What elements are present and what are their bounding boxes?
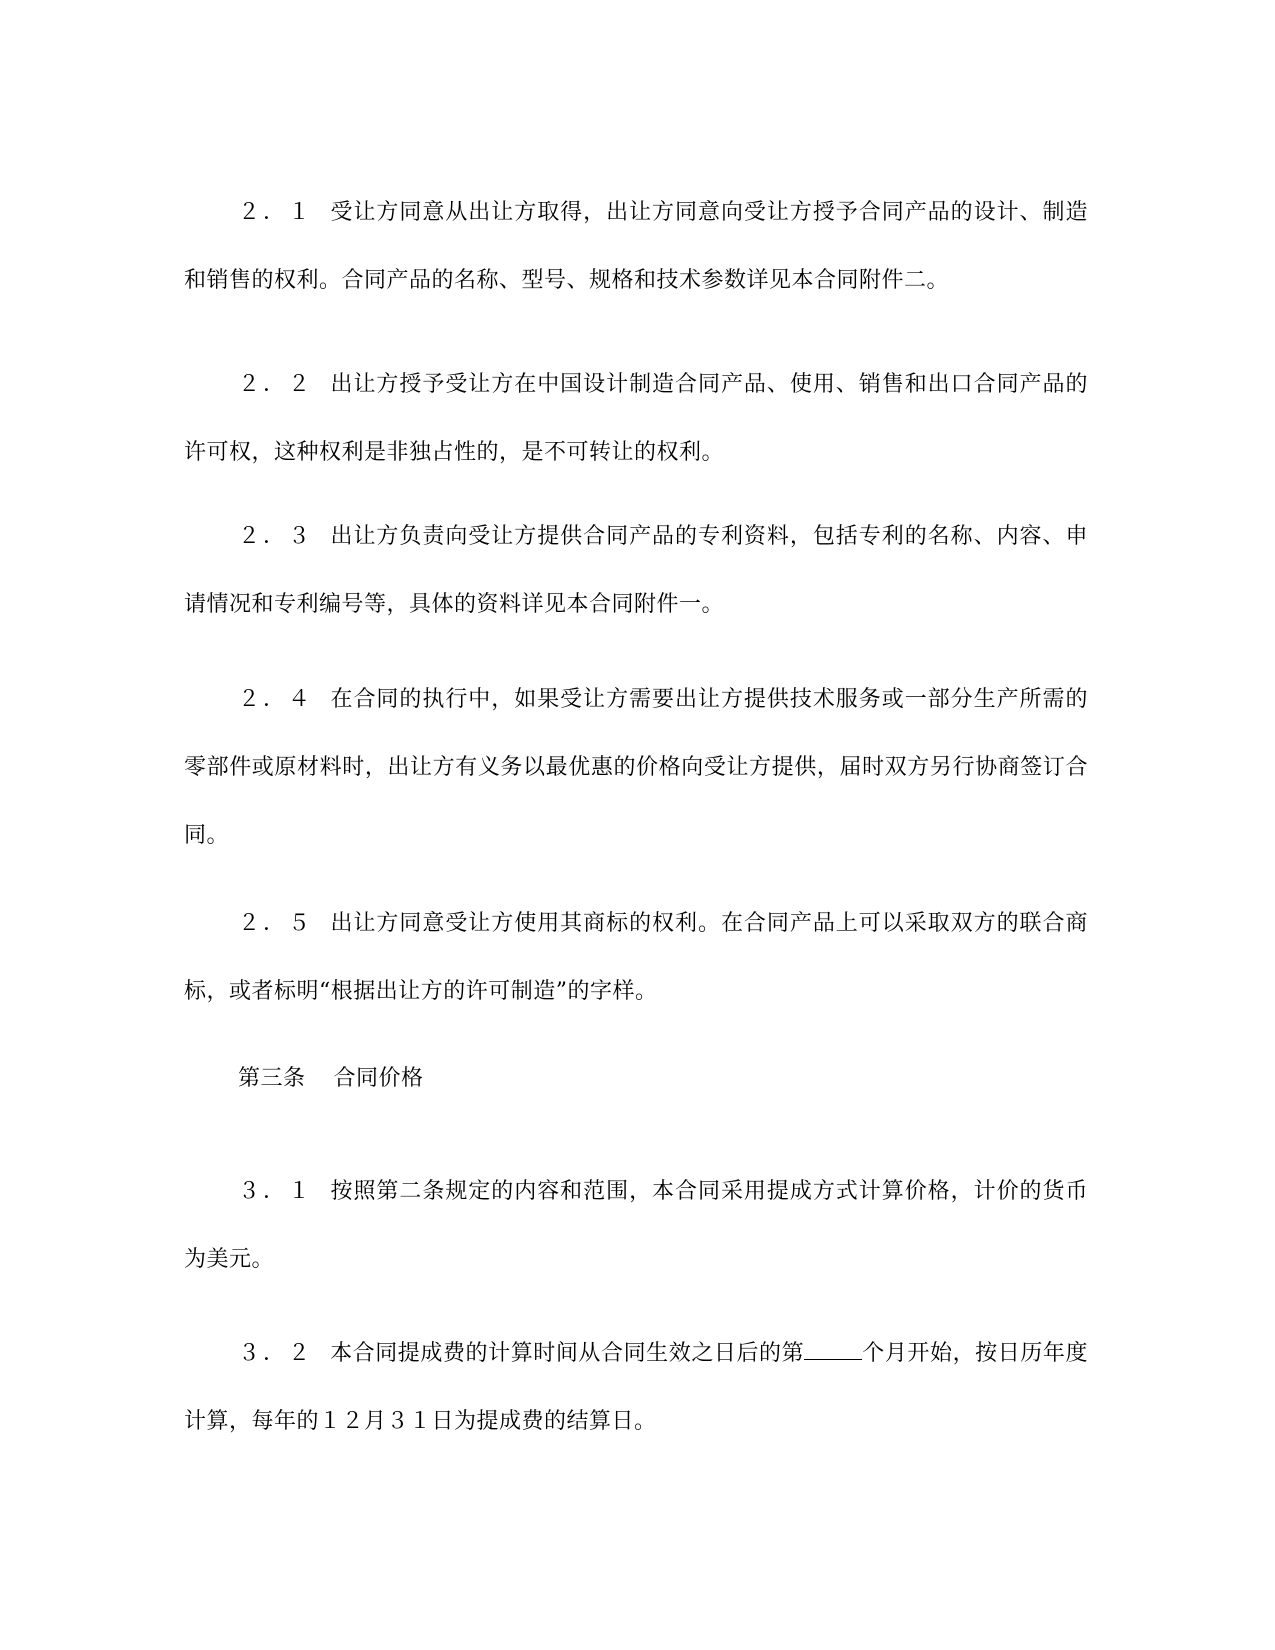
article-title: 合同价格: [333, 1066, 424, 1091]
clause-2-1: [184, 179, 1088, 315]
clause-number: ２．２: [238, 372, 314, 397]
clause-number: ２．５: [238, 911, 314, 936]
article-heading: [238, 1045, 424, 1113]
clause-number: ２．４: [238, 687, 314, 712]
clause-2-2: [184, 351, 1088, 487]
clause-3-2: [184, 1320, 1088, 1456]
clause-text-before: 本合同提成费的计算时间从合同生效之日后的第: [330, 1341, 805, 1366]
clause-3-1: [184, 1158, 1088, 1294]
clause-2-4: [184, 666, 1088, 870]
clause-text-after: 个月开始，按日历年度计算，每年的１２月３１日为提成费的结算日。: [184, 1341, 1088, 1434]
article-label: 第三条: [238, 1066, 306, 1091]
clause-text: 出让方授予受让方在中国设计制造合同产品、使用、销售和出口合同产品的许可权，这种权利是非独占性的，是不可转让的权利。: [184, 372, 1088, 465]
fill-in-blank: [804, 1337, 862, 1360]
clause-number: ２．１: [238, 200, 314, 225]
clause-text: 出让方同意受让方使用其商标的权利。在合同产品上可以采取双方的联合商标，或者标明“根据出让方的许可制造”的字样。: [184, 911, 1088, 1004]
clause-text: 出让方负责向受让方提供合同产品的专利资料，包括专利的名称、内容、申请情况和专利编号等，具体的资料详见本合同附件一。: [184, 524, 1088, 617]
clause-text: 受让方同意从出让方取得，出让方同意向受让方授予合同产品的设计、制造和销售的权利。合同产品的名称、型号、规格和技术参数详见本合同附件二。: [184, 200, 1088, 293]
clause-text: 在合同的执行中，如果受让方需要出让方提供技术服务或一部分生产所需的零部件或原材料时，出让方有义务以最优惠的价格向受让方提供，届时双方另行协商签订合同。: [184, 687, 1088, 848]
clause-number: ３．２: [238, 1341, 314, 1366]
clause-2-5: [184, 890, 1088, 1026]
clause-number: ３．１: [238, 1179, 314, 1204]
clause-2-3: [184, 503, 1088, 639]
clause-number: ２．３: [238, 524, 314, 549]
clause-text: 按照第二条规定的内容和范围，本合同采用提成方式计算价格，计价的货币为美元。: [184, 1179, 1088, 1272]
